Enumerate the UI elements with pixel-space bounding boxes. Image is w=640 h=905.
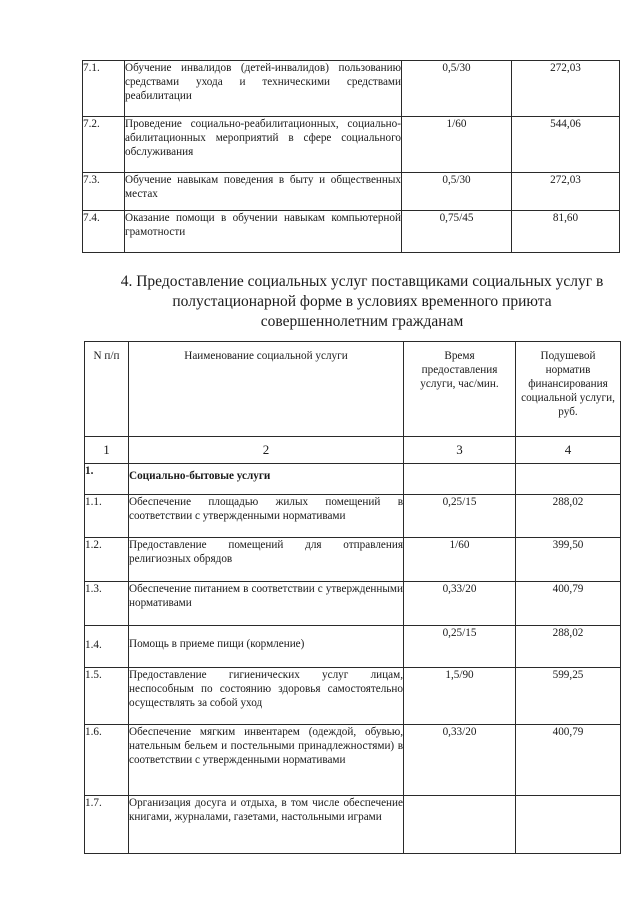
section-row bbox=[85, 464, 621, 495]
service-norm: 288,02 bbox=[516, 495, 621, 538]
column-index: 2 bbox=[129, 437, 404, 464]
header-time: Время предоставления услуги, час/мин. bbox=[404, 342, 516, 437]
service-name: Обеспечение мягким инвентарем (одеждой, обувью, нательным бельем и постельными принадлежностями) в соответствии с утвержденными нормативами bbox=[129, 725, 404, 796]
service-name: Проведение социально-реабилитационных, социально-абилитационных мероприятий в сфере социального обслуживания bbox=[125, 117, 402, 173]
table-row bbox=[85, 725, 621, 796]
table-row bbox=[83, 61, 620, 117]
service-norm: 288,02 bbox=[516, 626, 621, 668]
table-row bbox=[85, 668, 621, 725]
service-time: 0,33/20 bbox=[404, 725, 516, 796]
section-heading-line: совершеннолетним гражданам bbox=[260, 313, 464, 330]
column-index: 4 bbox=[516, 437, 621, 464]
service-time: 0,5/30 bbox=[402, 173, 512, 211]
table-row bbox=[83, 117, 620, 173]
row-number: 7.4. bbox=[83, 211, 125, 253]
service-name: Помощь в приеме пищи (кормление) bbox=[129, 626, 404, 668]
service-name: Оказание помощи в обучении навыкам компьютерной грамотности bbox=[125, 211, 402, 253]
service-norm: 272,03 bbox=[512, 173, 620, 211]
empty-cell bbox=[404, 464, 516, 495]
row-number: 7.1. bbox=[83, 61, 125, 117]
service-time: 0,25/15 bbox=[404, 626, 516, 668]
column-index-row bbox=[85, 437, 621, 464]
service-time: 0,25/15 bbox=[404, 495, 516, 538]
table-header-row bbox=[85, 342, 621, 437]
section-number: 1. bbox=[85, 464, 129, 495]
service-name: Обеспечение питанием в соответствии с утвержденными нормативами bbox=[129, 582, 404, 626]
service-norm bbox=[516, 796, 621, 854]
service-norm: 544,06 bbox=[512, 117, 620, 173]
service-norm: 400,79 bbox=[516, 582, 621, 626]
service-time: 0,5/30 bbox=[402, 61, 512, 117]
row-number: 1.6. bbox=[85, 725, 129, 796]
section-heading bbox=[82, 272, 640, 332]
service-name: Обучение навыкам поведения в быту и общественных местах bbox=[125, 173, 402, 211]
service-time bbox=[404, 796, 516, 854]
row-number: 1.2. bbox=[85, 538, 129, 582]
row-number: 1.1. bbox=[85, 495, 129, 538]
service-name: Обучение инвалидов (детей-инвалидов) пользованию средствами ухода и техническими средствами реабилитации bbox=[125, 61, 402, 117]
column-index: 1 bbox=[85, 437, 129, 464]
row-number: 1.5. bbox=[85, 668, 129, 725]
service-time: 0,33/20 bbox=[404, 582, 516, 626]
service-norm: 599,25 bbox=[516, 668, 621, 725]
table-row bbox=[85, 495, 621, 538]
service-name: Предоставление помещений для отправления религиозных обрядов bbox=[129, 538, 404, 582]
row-number: 7.3. bbox=[83, 173, 125, 211]
empty-cell bbox=[516, 464, 621, 495]
service-time: 1,5/90 bbox=[404, 668, 516, 725]
service-name: Предоставление гигиенических услуг лицам, неспособным по состоянию здоровья самостоятельно осуществлять за собой уход bbox=[129, 668, 404, 725]
header-norm: Подушевой норматив финансирования социальной услуги, руб. bbox=[516, 342, 621, 437]
service-norm: 272,03 bbox=[512, 61, 620, 117]
service-time: 0,75/45 bbox=[402, 211, 512, 253]
section-heading-line: 4. Предоставление социальных услуг поставщиками социальных услуг в bbox=[120, 273, 604, 290]
section-name: Социально-бытовые услуги bbox=[129, 464, 404, 495]
table-row bbox=[85, 626, 621, 668]
service-time: 1/60 bbox=[402, 117, 512, 173]
service-name: Организация досуга и отдыха, в том числе обеспечение книгами, журналами, газетами, настольными играми bbox=[129, 796, 404, 854]
services-table-continued bbox=[82, 60, 620, 253]
row-number: 1.7. bbox=[85, 796, 129, 854]
row-number: 1.4. bbox=[85, 626, 129, 668]
services-table bbox=[84, 341, 621, 854]
row-number: 1.3. bbox=[85, 582, 129, 626]
table-row bbox=[85, 582, 621, 626]
service-time: 1/60 bbox=[404, 538, 516, 582]
table-row bbox=[83, 173, 620, 211]
header-number: N п/п bbox=[85, 342, 129, 437]
service-norm: 399,50 bbox=[516, 538, 621, 582]
table-row bbox=[85, 538, 621, 582]
header-service-name: Наименование социальной услуги bbox=[129, 342, 404, 437]
service-norm: 81,60 bbox=[512, 211, 620, 253]
column-index: 3 bbox=[404, 437, 516, 464]
service-name: Обеспечение площадью жилых помещений в соответствии с утвержденными нормативами bbox=[129, 495, 404, 538]
section-heading-line: полустационарной форме в условиях временного приюта bbox=[172, 293, 552, 310]
table-row bbox=[85, 796, 621, 854]
table-row bbox=[83, 211, 620, 253]
row-number: 7.2. bbox=[83, 117, 125, 173]
service-norm: 400,79 bbox=[516, 725, 621, 796]
